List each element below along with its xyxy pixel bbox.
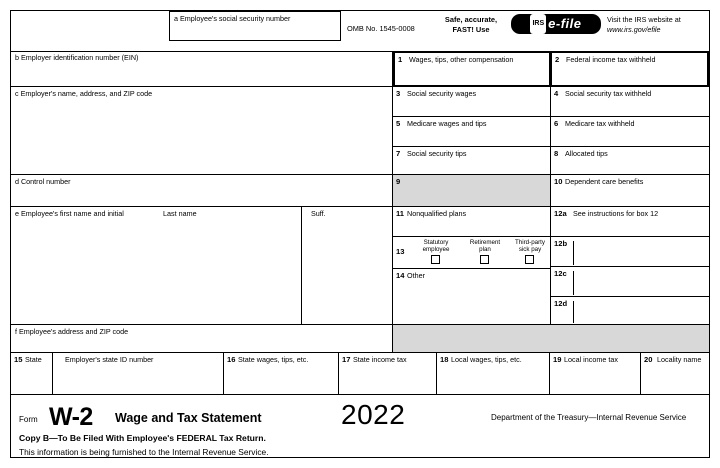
box-13-retirement-caption (466, 239, 504, 253)
box-18-number: 18 (440, 355, 449, 364)
thirdparty-line-2: sick pay (518, 246, 542, 253)
box-12b-number: 12b (554, 239, 568, 248)
statutory-line-1: Statutory (423, 239, 449, 246)
box-c-label: c Employer's name, address, and ZIP code (15, 89, 153, 98)
box-11-label: Nonqualified plans (407, 209, 467, 218)
box-1-wages[interactable] (393, 51, 551, 87)
box-12b-code-divider (573, 241, 574, 265)
box-13-thirdparty-caption (511, 239, 549, 253)
box-e-label: e Employee's first name and initial (15, 209, 124, 218)
tax-year: 2022 (341, 399, 406, 430)
box-15-employer-state-id[interactable] (53, 353, 224, 395)
ssn-box[interactable] (169, 11, 341, 41)
box-10-number: 10 (554, 177, 563, 186)
box-19-label: Local income tax (564, 355, 618, 364)
irs-website-line-2: www.irs.gov/efile (607, 24, 661, 34)
efile-text: e-file (548, 16, 582, 31)
irs-badge: IRS (530, 14, 546, 34)
box-b-ein[interactable] (11, 51, 393, 87)
box-12c[interactable] (551, 267, 709, 297)
state-local-row (11, 353, 709, 395)
box-4-ss-tax[interactable] (551, 87, 709, 117)
box-e-last-name-label: Last name (163, 209, 197, 218)
box-9-number: 9 (396, 177, 401, 186)
box-20-number: 20 (644, 355, 653, 364)
box-6-medicare-tax[interactable] (551, 117, 709, 147)
box-4-number: 4 (554, 89, 559, 98)
box-5-label: Medicare wages and tips (407, 119, 487, 128)
box-11-number: 11 (396, 209, 405, 218)
box-13-checkboxes[interactable] (393, 237, 551, 269)
box-3-number: 3 (396, 89, 401, 98)
box-13-statutory-caption (417, 239, 455, 253)
safe-line-2: FAST! Use (452, 24, 490, 34)
box-1-label: Wages, tips, other compensation (409, 55, 514, 64)
retirement-line-2: plan (479, 246, 491, 253)
thirdparty-line-1: Third-party (515, 239, 545, 246)
box-e-suffix-divider (301, 207, 302, 325)
omb-number: OMB No. 1545-0008 (347, 24, 415, 33)
box-f-label: f Employee's address and ZIP code (15, 327, 129, 336)
form-word: Form (19, 415, 38, 424)
efile-logo (511, 14, 601, 34)
form-border (10, 10, 710, 458)
box-d-control-number[interactable] (11, 175, 393, 207)
box-2-label: Federal income tax withheld (566, 55, 656, 64)
third-party-sick-pay-checkbox[interactable] (525, 255, 534, 264)
box-20-locality-name[interactable] (641, 353, 709, 395)
box-3-ss-wages[interactable] (393, 87, 551, 117)
box-12c-code-divider (573, 271, 574, 295)
box-12a[interactable] (551, 207, 709, 237)
box-7-number: 7 (396, 149, 401, 158)
box-18-label: Local wages, tips, etc. (451, 355, 522, 364)
retirement-plan-checkbox[interactable] (480, 255, 489, 264)
box-17-label: State income tax (353, 355, 407, 364)
box-15-state[interactable] (11, 353, 53, 395)
box-17-number: 17 (342, 355, 351, 364)
box-3-label: Social security wages (407, 89, 477, 98)
box-10-label: Dependent care benefits (565, 177, 644, 186)
box-15-state-id-label: Employer's state ID number (65, 355, 154, 364)
box-16-state-wages[interactable] (224, 353, 339, 395)
box-8-allocated-tips[interactable] (551, 147, 709, 175)
box-c-employer[interactable] (11, 87, 393, 175)
box-7-ss-tips[interactable] (393, 147, 551, 175)
box-16-number: 16 (227, 355, 236, 364)
box-8-number: 8 (554, 149, 559, 158)
box-12a-number: 12a (554, 209, 567, 218)
box-12d-code-divider (573, 301, 574, 323)
box-12c-number: 12c (554, 269, 567, 278)
box-2-number: 2 (555, 55, 560, 64)
ssn-label: a Employee's social security number (174, 14, 291, 23)
box-12a-label: See instructions for box 12 (573, 209, 659, 218)
box-e-suffix-label: Suff. (311, 209, 326, 218)
box-14-label: Other (407, 271, 425, 280)
box-16-label: State wages, tips, etc. (238, 355, 309, 364)
form-title: Wage and Tax Statement (115, 411, 262, 425)
box-14-other[interactable] (393, 269, 551, 325)
box-1-number: 1 (398, 55, 403, 64)
box-7-label: Social security tips (407, 149, 467, 158)
box-19-local-income-tax[interactable] (550, 353, 641, 395)
statutory-line-2: employee (422, 246, 450, 253)
box-12d[interactable] (551, 297, 709, 325)
irs-website-note (607, 15, 707, 34)
shaded-strip (393, 325, 709, 353)
irs-website-line-1: Visit the IRS website at (607, 15, 681, 24)
box-b-label: b Employer identification number (EIN) (15, 53, 139, 62)
safe-line-1: Safe, accurate, (444, 15, 498, 24)
box-11-nonqualified-plans[interactable] (393, 207, 551, 237)
box-12b[interactable] (551, 237, 709, 267)
box-2-fed-tax[interactable] (550, 51, 709, 87)
box-4-label: Social security tax withheld (565, 89, 652, 98)
retirement-line-1: Retirement (469, 239, 501, 246)
box-20-label: Locality name (657, 355, 702, 364)
box-f-employee-address[interactable] (11, 325, 393, 353)
box-e-employee-name[interactable] (11, 207, 393, 325)
box-9-shaded (393, 175, 551, 207)
statutory-employee-checkbox[interactable] (431, 255, 440, 264)
copy-b-text: Copy B—To Be Filed With Employee's FEDERAL Tax Return. (19, 433, 266, 443)
box-14-number: 14 (396, 271, 405, 280)
box-15-number: 15 (14, 355, 23, 364)
box-10-dependent-care[interactable] (551, 175, 709, 207)
box-5-number: 5 (396, 119, 401, 128)
box-5-medicare-wages[interactable] (393, 117, 551, 147)
box-d-label: d Control number (15, 177, 71, 186)
box-19-number: 19 (553, 355, 562, 364)
box-17-state-income-tax[interactable] (339, 353, 437, 395)
box-18-local-wages[interactable] (437, 353, 550, 395)
box-15-label: State (25, 355, 42, 364)
box-12d-number: 12d (554, 299, 568, 308)
box-13-number: 13 (396, 247, 405, 256)
box-6-label: Medicare tax withheld (565, 119, 635, 128)
box-8-label: Allocated tips (565, 149, 608, 158)
safe-accurate-text (431, 15, 511, 34)
form-number: W-2 (49, 403, 93, 431)
box-6-number: 6 (554, 119, 559, 128)
department-text: Department of the Treasury—Internal Revenue Service (491, 413, 687, 422)
furnishing-notice: This information is being furnished to the Internal Revenue Service. (19, 447, 269, 457)
